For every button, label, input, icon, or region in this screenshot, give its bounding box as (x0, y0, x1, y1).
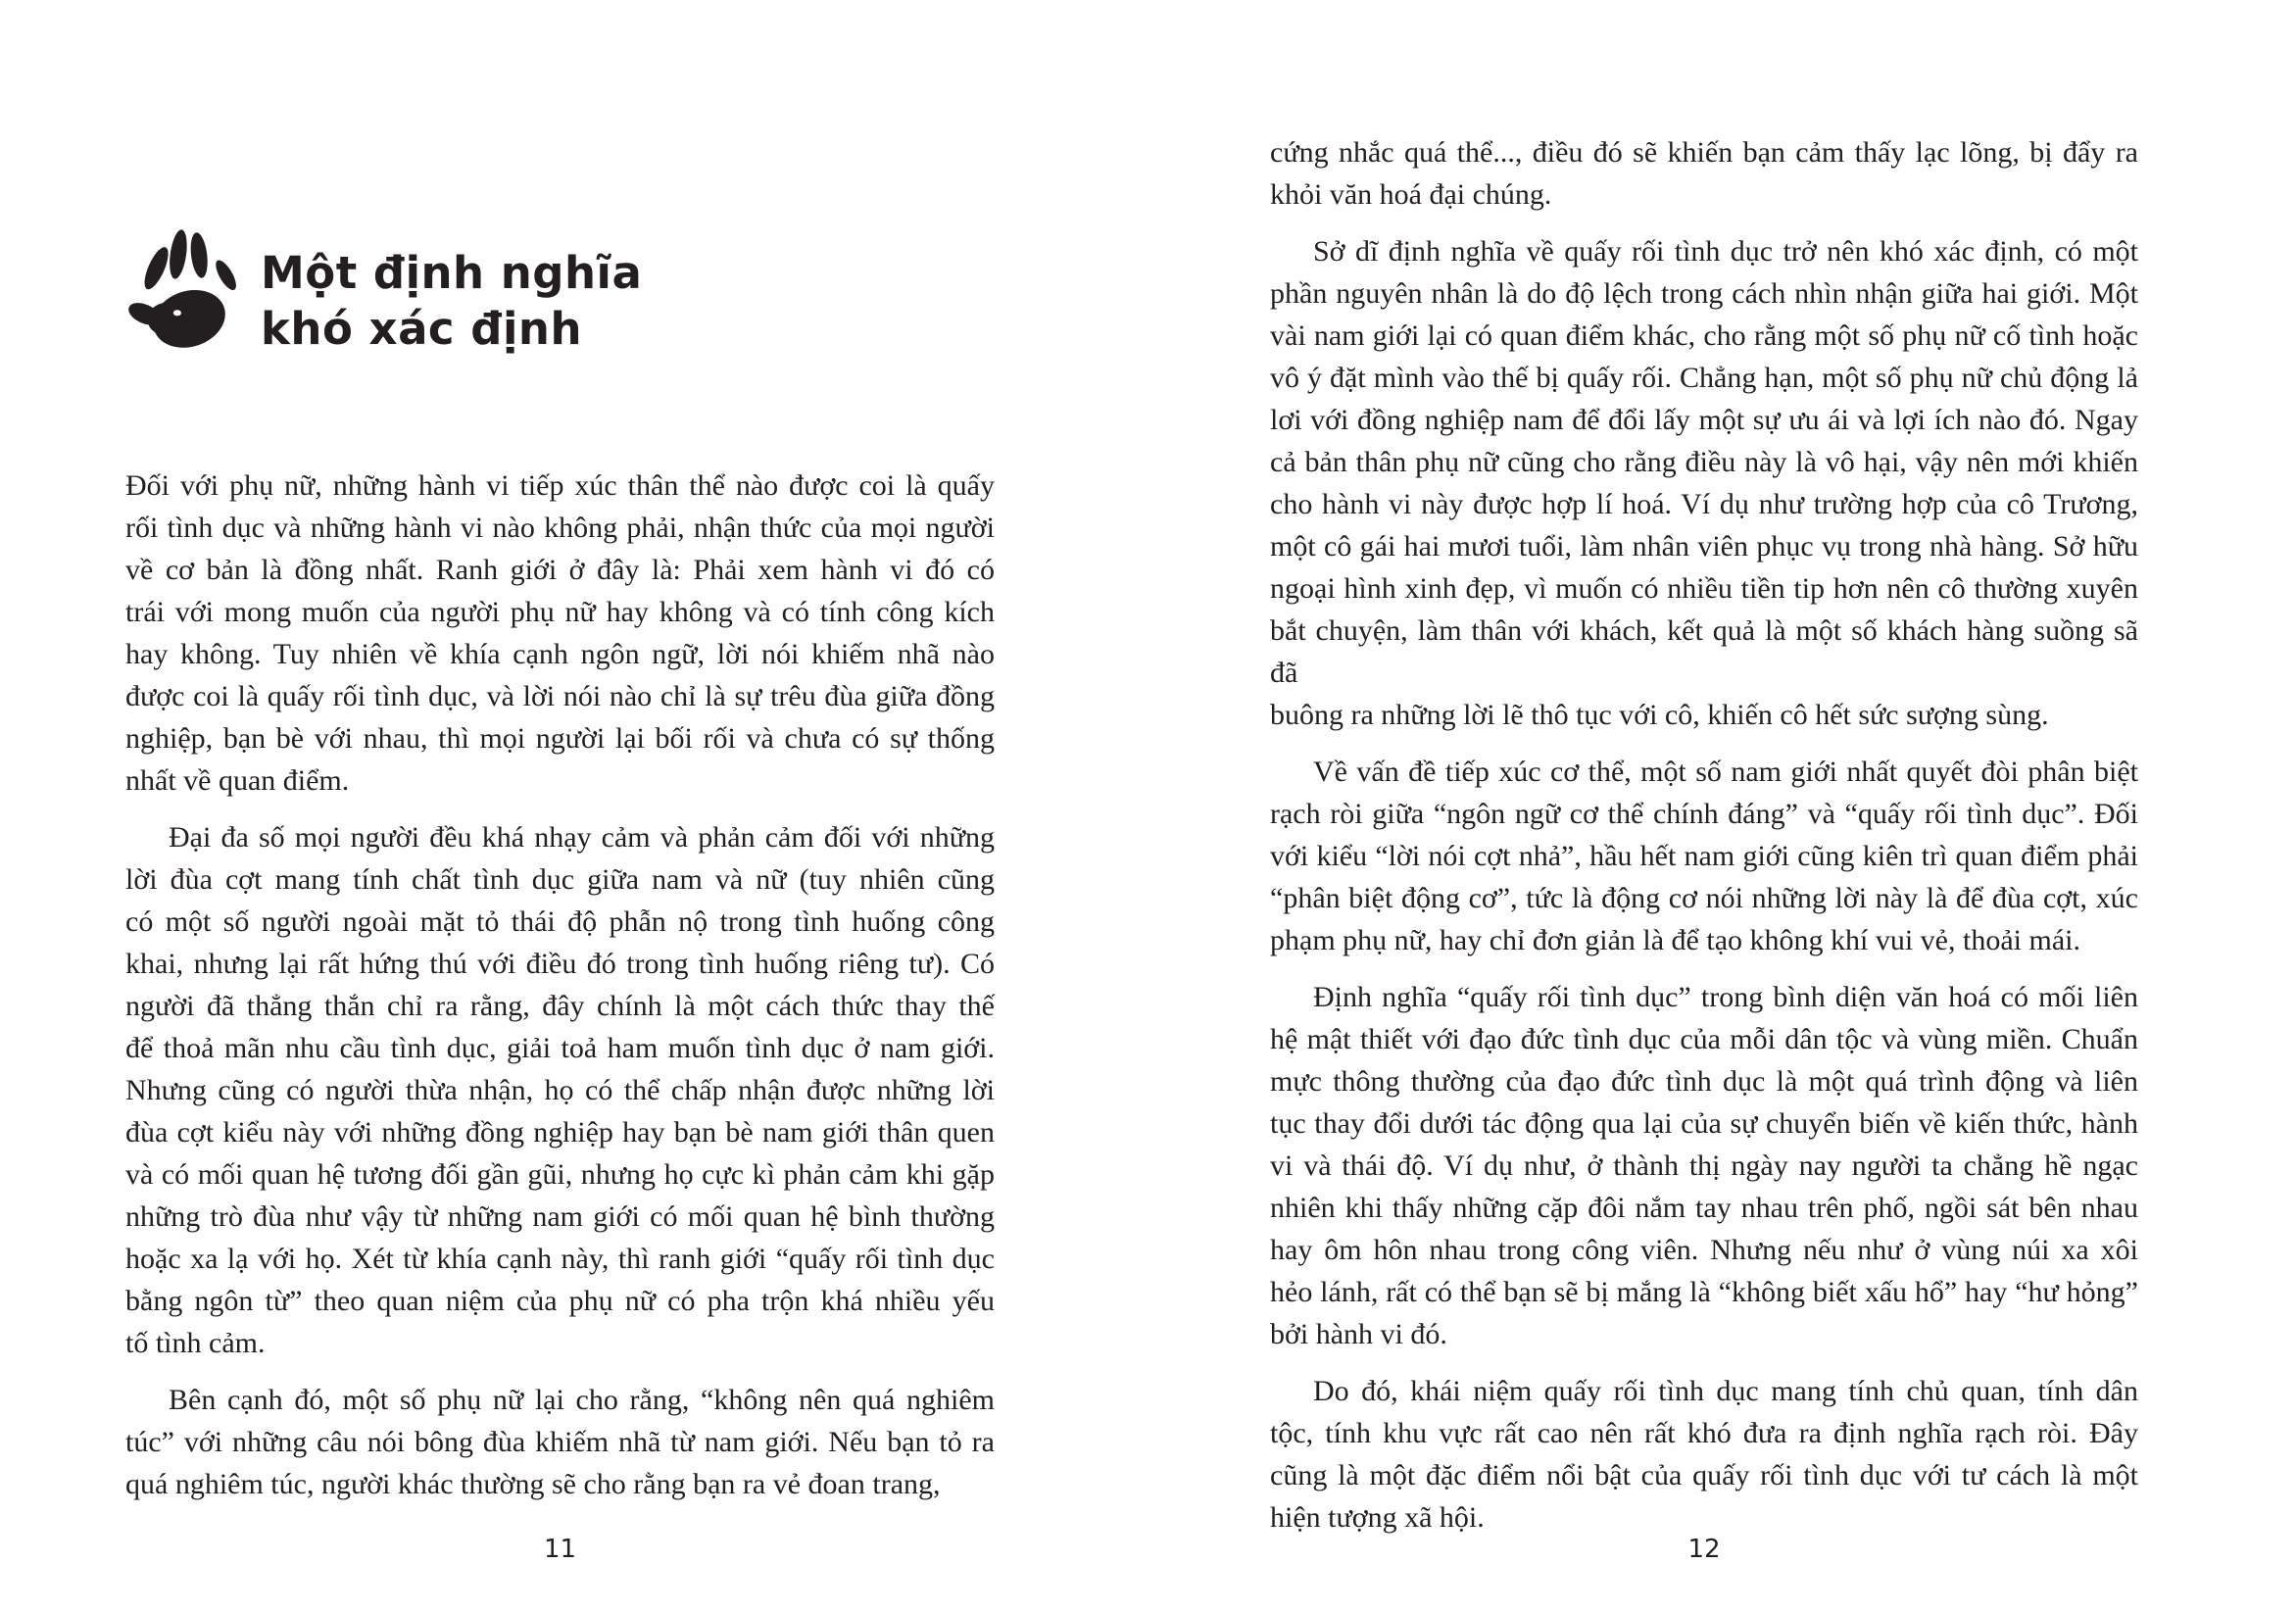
paragraph (125, 464, 995, 802)
text-line: bởi hành vi đó. (1270, 1318, 1447, 1350)
paragraph (1270, 1370, 2138, 1539)
text-line: cả bản thân phụ nữ cũng cho rằng điều này là vô hại, vậy nên mới khiến (1270, 446, 2138, 478)
text-line: hoặc xa lạ với họ. Xét từ khía cạnh này, thì ranh giới “quấy rối tình dục (125, 1243, 995, 1275)
text-line: rạch ròi giữa “ngôn ngữ cơ thể chính đáng” và “quấy rối tình dục”. Đối (1270, 798, 2138, 830)
paragraph (1270, 131, 2138, 216)
text-line: mực thông thường của đạo đức tình dục là một quá trình động và liên (1270, 1065, 2138, 1098)
text-line: vi và thái độ. Ví dụ như, ở thành thị ngày nay người ta chẳng hề ngạc (1270, 1149, 2138, 1182)
text-line: được coi là quấy rối tình dục, và lời nói nào chỉ là sự trêu đùa giữa đồng (125, 680, 995, 712)
text-line: cho hành vi này được hợp lí hoá. Ví dụ như trường hợp của cô Trương, (1270, 488, 2138, 520)
text-line: rối tình dục và những hành vi nào không phải, nhận thức của mọi người (125, 512, 995, 544)
handprint-icon (123, 221, 247, 361)
text-line: và có mối quan hệ tương đối gần gũi, nhưng họ cực kì phản cảm khi gặp (125, 1158, 995, 1191)
text-line: vài nam giới lại có quan điểm khác, cho rằng một số phụ nữ cố tình hoặc (1270, 319, 2138, 352)
paragraph (125, 816, 995, 1364)
left-page-body (125, 464, 995, 1505)
text-line: vô ý đặt mình vào thế bị quấy rối. Chẳng hạn, một số phụ nữ chủ động lả (1270, 362, 2138, 394)
chapter-heading (123, 221, 642, 361)
text-line: Đại đa số mọi người đều khá nhạy cảm và phản cảm đối với những (169, 821, 995, 854)
text-line: bắt chuyện, làm thân với khách, kết quả là một số khách hàng suồng sã đã (1270, 614, 2138, 689)
paragraph (1270, 751, 2138, 961)
text-line: những trò đùa như vậy từ những nam giới có mối quan hệ bình thường (125, 1200, 995, 1233)
text-line: cứng nhắc quá thể..., điều đó sẽ khiến bạn cảm thấy lạc lõng, bị đẩy ra (1270, 136, 2138, 169)
text-line: để thoả mãn nhu cầu tình dục, giải toả ham muốn tình dục ở nam giới. (125, 1032, 995, 1064)
text-line: buông ra những lời lẽ thô tục với cô, khiến cô hết sức sượng sùng. (1270, 699, 2049, 731)
text-line: đùa cợt kiểu này với những đồng nghiệp hay bạn bè nam giới thân quen (125, 1116, 995, 1149)
text-line: túc” với những câu nói bông đùa khiếm nhã từ nam giới. Nếu bạn tỏ ra (125, 1426, 995, 1458)
text-line: quá nghiêm túc, người khác thường sẽ cho rằng bạn ra vẻ đoan trang, (125, 1468, 941, 1500)
right-page-body (1270, 131, 2138, 1539)
text-line: phần nguyên nhân là do độ lệch trong cách nhìn nhận giữa hai giới. Một (1270, 277, 2138, 310)
text-line: khỏi văn hoá đại chúng. (1270, 178, 1552, 211)
text-line: tục thay đổi dưới tác động qua lại của sự chuyển biến về kiến thức, hành (1270, 1107, 2138, 1140)
text-line: Sở dĩ định nghĩa về quấy rối tình dục trở nên khó xác định, có một (1313, 235, 2138, 268)
text-line: về cơ bản là đồng nhất. Ranh giới ở đây là: Phải xem hành vi đó có (125, 554, 995, 586)
text-line: hiện tượng xã hội. (1270, 1501, 1485, 1534)
text-line: phạm phụ nữ, hay chỉ đơn giản là để tạo không khí vui vẻ, thoải mái. (1270, 924, 2080, 956)
text-line: Bên cạnh đó, một số phụ nữ lại cho rằng, “không nên quá nghiêm (169, 1384, 995, 1416)
text-line: một cô gái hai mươi tuổi, làm nhân viên phục vụ trong nhà hàng. Sở hữu (1270, 530, 2138, 562)
text-line: trái với mong muốn của người phụ nữ hay không và có tính công kích (125, 596, 995, 628)
page-number-right: 12 (1687, 1535, 1721, 1564)
text-line: Nhưng cũng có người thừa nhận, họ có thể chấp nhận được những lời (125, 1074, 995, 1106)
paragraph (125, 1379, 995, 1505)
text-line: tộc, tính khu vực rất cao nên rất khó đưa ra định nghĩa rạch ròi. Đây (1270, 1417, 2138, 1449)
text-line: bằng ngôn từ” theo quan niệm của phụ nữ có pha trộn khá nhiều yếu (125, 1285, 995, 1317)
text-line: hệ mật thiết với đạo đức tình dục của mỗi dân tộc và vùng miền. Chuẩn (1270, 1023, 2138, 1055)
chapter-title (261, 221, 642, 357)
page-number-left: 11 (543, 1535, 577, 1564)
text-line: tố tình cảm. (125, 1327, 266, 1359)
text-line: hay ôm hôn nhau trong công viên. Nhưng nếu như ở vùng núi xa xôi (1270, 1234, 2138, 1266)
text-line: Do đó, khái niệm quấy rối tình dục mang tính chủ quan, tính dân (1313, 1375, 2138, 1407)
text-line: nhất về quan điểm. (125, 764, 350, 797)
text-line: có một số người ngoài mặt tỏ thái độ phẫn nộ trong tình huống công (125, 905, 995, 938)
text-line: hay không. Tuy nhiên về khía cạnh ngôn ngữ, lời nói khiếm nhã nào (125, 638, 995, 670)
paragraph (1270, 230, 2138, 736)
chapter-title-line2: khó xác định (261, 303, 582, 355)
text-line: khai, nhưng lại rất hứng thú với điều đó trong tình huống riêng tư). Có (125, 948, 995, 980)
text-line: “phân biệt động cơ”, tức là động cơ nói những lời này là để đùa cợt, xúc (1270, 882, 2138, 914)
right-page (1148, 0, 2296, 1613)
text-line: Về vấn đề tiếp xúc cơ thể, một số nam giới nhất quyết đòi phân biệt (1313, 756, 2138, 788)
text-line: ngoại hình xinh đẹp, vì muốn có nhiều tiền tip hơn nên cô thường xuyên (1270, 572, 2138, 605)
text-line: Đối với phụ nữ, những hành vi tiếp xúc thân thể nào được coi là quấy (125, 469, 995, 502)
text-line: lơi với đồng nghiệp nam để đổi lấy một sự ưu ái và lợi ích nào đó. Ngay (1270, 404, 2138, 436)
text-line: Định nghĩa “quấy rối tình dục” trong bình diện văn hoá có mối liên (1313, 981, 2138, 1013)
text-line: lời đùa cợt mang tính chất tình dục giữa nam và nữ (tuy nhiên cũng (125, 863, 995, 896)
chapter-title-line1: Một định nghĩa (261, 247, 643, 299)
text-line: nghiệp, bạn bè với nhau, thì mọi người lại bối rối và chưa có sự thống (125, 722, 995, 755)
paragraph (1270, 976, 2138, 1355)
text-line: hẻo lánh, rất có thể bạn sẽ bị mắng là “không biết xấu hổ” hay “hư hỏng” (1270, 1276, 2138, 1308)
text-line: người đã thẳng thắn chỉ ra rằng, đây chính là một cách thức thay thế (125, 990, 995, 1022)
text-line: với kiểu “lời nói cợt nhả”, hầu hết nam giới cũng kiên trì quan điểm phải (1270, 840, 2138, 872)
text-line: nhiên khi thấy những cặp đôi nắm tay nhau trên phố, ngồi sát bên nhau (1270, 1192, 2138, 1224)
text-line: cũng là một đặc điểm nổi bật của quấy rối tình dục với tư cách là một (1270, 1459, 2138, 1491)
